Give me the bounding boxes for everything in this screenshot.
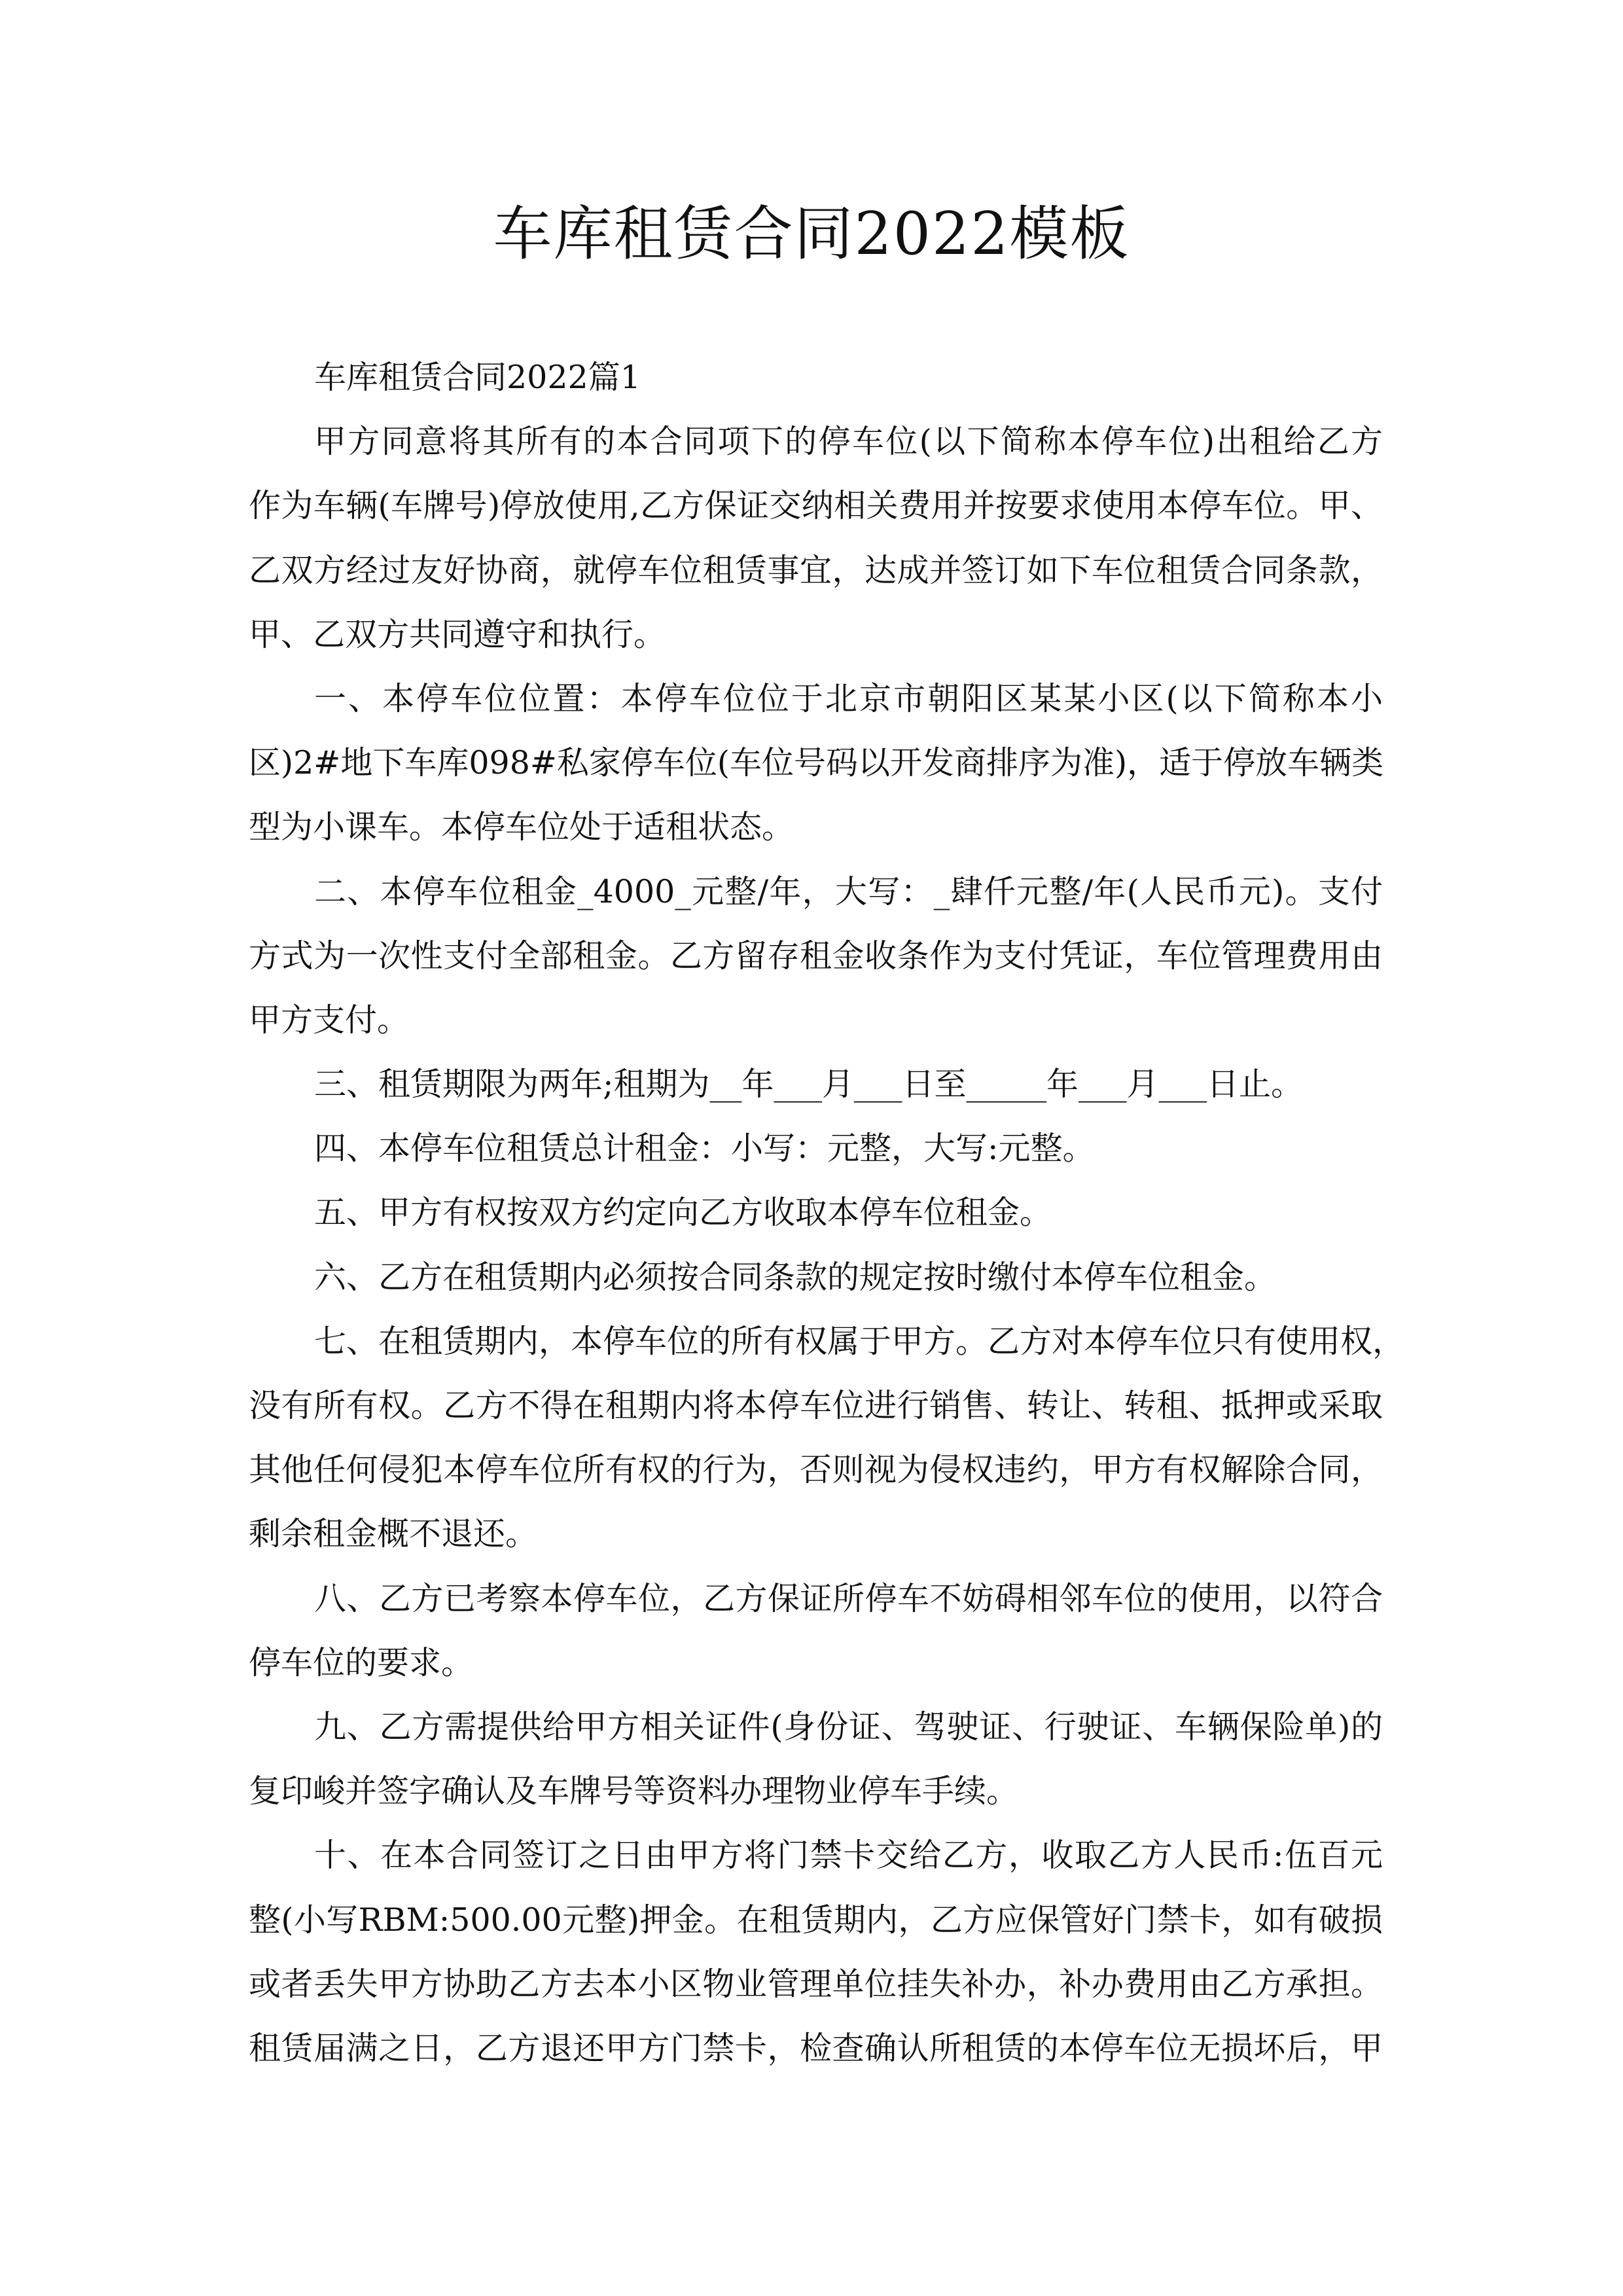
- paragraph-line: 甲方同意将其所有的本合同项下的停车位(以下简称本停车位)出租给乙方: [314, 423, 1383, 461]
- paragraph: [249, 1695, 1383, 1823]
- paragraph: [249, 860, 1383, 1053]
- paragraph: [249, 1181, 1383, 1245]
- paragraph-line: 七、在租赁期内，本停车位的所有权属于甲方。乙方对本停车位只有使用权，: [314, 1322, 1405, 1360]
- paragraph: [249, 1117, 1383, 1181]
- paragraph-line: 作为车辆(车牌号)停放使用,乙方保证交纳相关费用并按要求使用本停车位。甲、: [249, 487, 1383, 525]
- paragraph-line: 三、租赁期限为两年;租期为__年___月___日至_____年___月___日止。: [314, 1066, 1304, 1103]
- paragraph-line: 剩余租金概不退还。: [249, 1515, 538, 1553]
- paragraph: [249, 1823, 1383, 2081]
- paragraph-line: 区)2#地下车库098#私家停车位(车位号码以开发商排序为准)，适于停放车辆类: [249, 744, 1384, 782]
- paragraph: [249, 1310, 1405, 1567]
- paragraph-line: 十、在本合同签订之日由甲方将门禁卡交给乙方，收取乙方人民币:伍百元: [314, 1837, 1383, 1874]
- paragraph: [249, 1052, 1383, 1117]
- paragraph-line: 没有所有权。乙方不得在租期内将本停车位进行销售、转让、转租、抵押或采取: [249, 1387, 1383, 1424]
- paragraph-line: 一、本停车位位置：本停车位位于北京市朝阳区某某小区(以下简称本小: [314, 679, 1383, 717]
- paragraph-line: 其他任何侵犯本停车位所有权的行为，否则视为侵权违约，甲方有权解除合同，: [249, 1451, 1383, 1489]
- paragraph-line: 甲、乙双方共同遵守和执行。: [249, 615, 666, 653]
- paragraph: [249, 1567, 1383, 1695]
- paragraph-list: [249, 410, 1405, 2081]
- paragraph: [249, 667, 1383, 860]
- paragraph-line: 六、乙方在租赁期内必须按合同条款的规定按时缴付本停车位租金。: [314, 1258, 1277, 1296]
- paragraph: [249, 1246, 1383, 1310]
- paragraph-line: 甲方支付。: [249, 1001, 410, 1039]
- paragraph-line: 方式为一次性支付全部租金。乙方留存租金收条作为支付凭证，车位管理费用由: [249, 937, 1383, 975]
- paragraph-line: 二、本停车位租金_4000_元整/年，大写：_肆仟元整/年(人民币元)。支付: [314, 872, 1383, 910]
- paragraph-line: 型为小课车。本停车位处于适租状态。: [249, 808, 794, 846]
- paragraph: [249, 410, 1383, 667]
- paragraph-line: 复印峻并签字确认及车牌号等资料办理物业停车手续。: [249, 1772, 1019, 1810]
- paragraph-line: 九、乙方需提供给甲方相关证件(身份证、驾驶证、行驶证、车辆保险单)的: [314, 1708, 1383, 1746]
- paragraph-line: 四、本停车位租赁总计租金：小写：元整，大写:元整。: [314, 1130, 1095, 1168]
- paragraph-line: 八、乙方已考察本停车位，乙方保证所停车不妨碍相邻车位的使用，以符合: [314, 1579, 1383, 1617]
- paragraph-line: 或者丢失甲方协助乙方去本小区物业管理单位挂失补办，补办费用由乙方承担。: [249, 1965, 1383, 2003]
- document-body: [249, 346, 1405, 2081]
- paragraph-line: 整(小写RBM:500.00元整)押金。在租赁期内，乙方应保管好门禁卡，如有破损: [249, 1901, 1383, 1939]
- paragraph-line: 乙双方经过友好协商，就停车位租赁事宜，达成并签订如下车位租赁合同条款，: [249, 551, 1383, 589]
- paragraph-line: 租赁届满之日，乙方退还甲方门禁卡，检查确认所租赁的本停车位无损坏后，甲: [249, 2029, 1383, 2067]
- paragraph-line: 停车位的要求。: [249, 1643, 474, 1681]
- paragraph-line: 五、甲方有权按双方约定向乙方收取本停车位租金。: [314, 1194, 1052, 1232]
- document-title: 车库租赁合同2022模板: [493, 200, 1130, 268]
- section-heading: 车库租赁合同2022篇1: [314, 359, 641, 396]
